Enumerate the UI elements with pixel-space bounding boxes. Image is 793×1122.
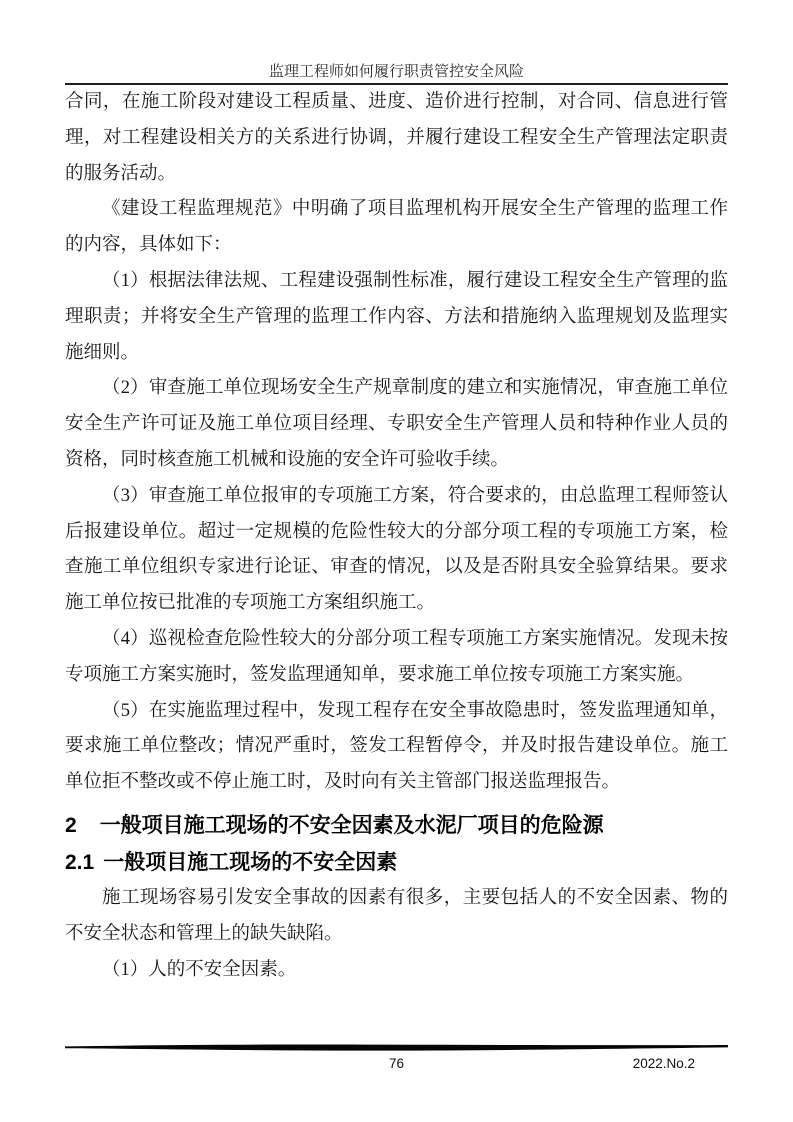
- section-number: 2: [65, 813, 77, 837]
- body-paragraph: 施工现场容易引发安全事故的因素有很多，主要包括人的不安全因素、物的不安全状态和管理上的缺失缺陷。: [65, 887, 728, 944]
- body-paragraph: （3）审查施工单位报审的专项施工方案，符合要求的，由总监理工程师签认后报建设单位。超过一定规模的危险性较大的分部分项工程的专项施工方案，检查施工单位组织专家进行论证、审查的情况，以及是否附具安全验算结果。要求施工单位按已批准的专项施工方案组织施工。: [65, 485, 728, 614]
- page-header-title: 监理工程师如何履行职责管控安全风险: [268, 64, 524, 80]
- section-heading-2: [65, 807, 728, 845]
- document-body: [65, 85, 728, 988]
- section-heading-2-1: [65, 845, 728, 881]
- body-paragraph: （1）人的不安全因素。: [102, 959, 297, 980]
- footer-rule: [65, 1043, 728, 1052]
- issue-label: 2022.No.2: [632, 1056, 695, 1071]
- page-footer: [65, 1043, 728, 1071]
- body-paragraph: （2）审查施工单位现场安全生产规章制度的建立和实施情况，审查施工单位安全生产许可证及施工单位项目经理、专职安全生产管理人员和特种作业人员的资格，同时核查施工机械和设施的安全许可验收手续。: [65, 378, 728, 470]
- body-paragraph: 合同，在施工阶段对建设工程质量、进度、造价进行控制，对合同、信息进行管理，对工程建设相关方的关系进行协调，并履行建设工程安全生产管理法定职责的服务活动。: [65, 92, 728, 184]
- section-title: 一般项目施工现场的不安全因素: [103, 850, 398, 874]
- body-paragraph: （4）巡视检查危险性较大的分部分项工程专项施工方案实施情况。发现未按专项施工方案实施时，签发监理通知单，要求施工单位按专项施工方案实施。: [65, 628, 728, 685]
- page-number: 76: [388, 1056, 405, 1071]
- section-number: 2.1: [65, 850, 95, 874]
- body-paragraph: 《建设工程监理规范》中明确了项目监理机构开展安全生产管理的监理工作的内容，具体如下：: [65, 199, 728, 256]
- section-title: 一般项目施工现场的不安全因素及水泥厂项目的危险源: [99, 813, 604, 837]
- page-header: [65, 0, 728, 85]
- body-paragraph: （1）根据法律法规、工程建设强制性标准，履行建设工程安全生产管理的监理职责；并将安全生产管理的监理工作内容、方法和措施纳入监理规划及监理实施细则。: [65, 270, 728, 363]
- body-paragraph: （5）在实施监理过程中，发现工程存在安全事故隐患时，签发监理通知单，要求施工单位整改；情况严重时，签发工程暂停令，并及时报告建设单位。施工单位拒不整改或不停止施工时，及时向有关主管部门报送监理报告。: [65, 700, 728, 793]
